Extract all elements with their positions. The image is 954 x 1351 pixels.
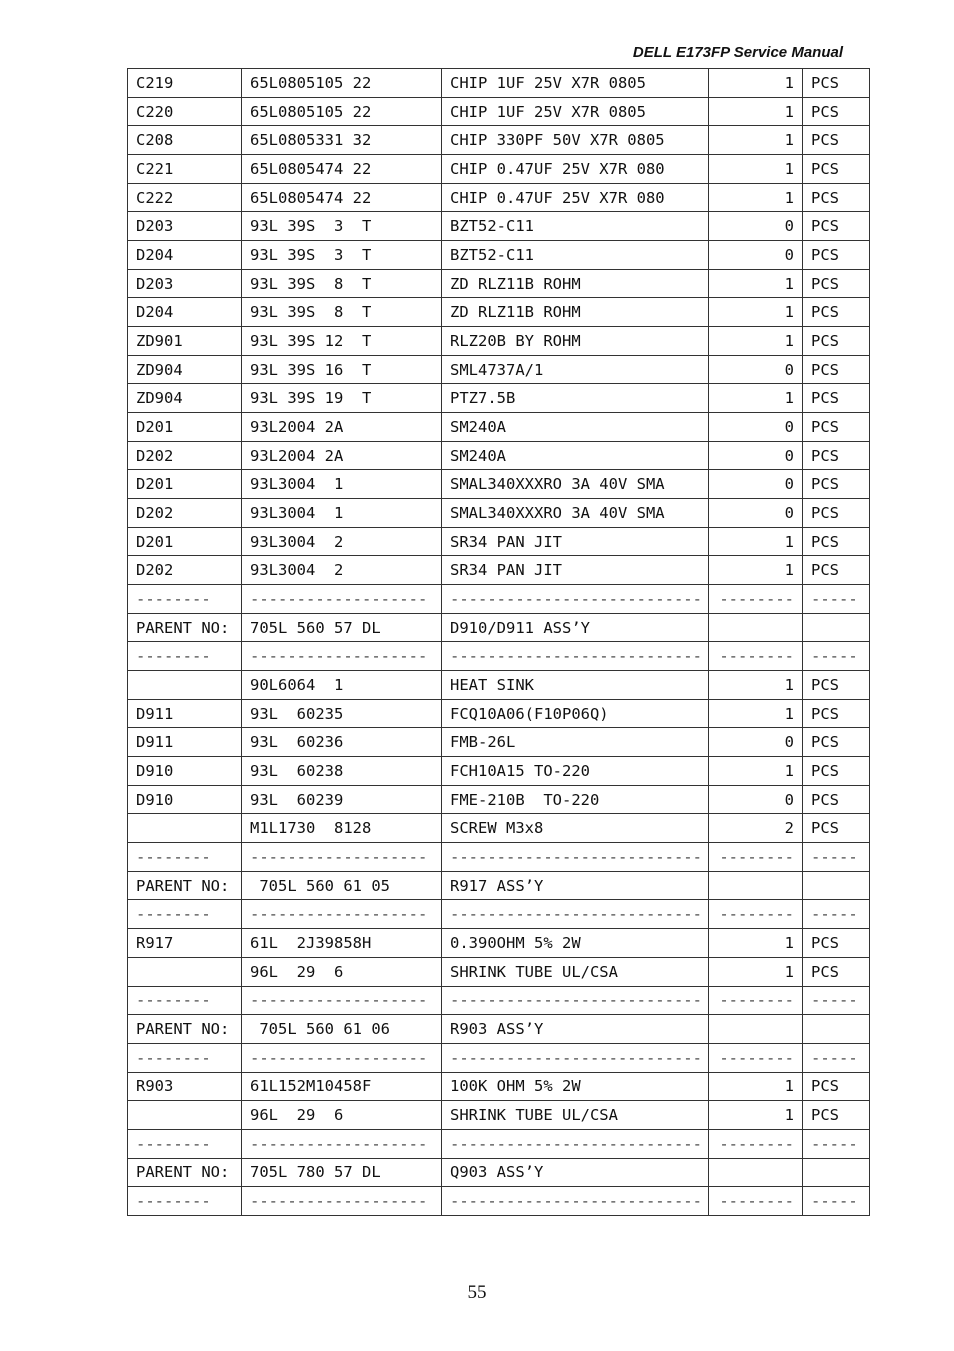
table-row bbox=[128, 556, 870, 585]
part-number-cell: 93L 39S 3 T bbox=[242, 241, 442, 270]
location-cell: -------- bbox=[128, 642, 242, 671]
part-number-cell: 96L 29 6 bbox=[242, 1101, 442, 1130]
table-row bbox=[128, 212, 870, 241]
location-cell: D201 bbox=[128, 527, 242, 556]
table-row bbox=[128, 470, 870, 499]
quantity-cell: -------- bbox=[709, 1187, 803, 1216]
unit-cell: PCS bbox=[803, 785, 870, 814]
part-number-cell: 93L2004 2A bbox=[242, 413, 442, 442]
part-number-cell: 93L3004 1 bbox=[242, 499, 442, 528]
table-row bbox=[128, 97, 870, 126]
unit-cell: PCS bbox=[803, 212, 870, 241]
part-number-cell: 705L 560 61 06 bbox=[242, 1015, 442, 1044]
table-row bbox=[128, 757, 870, 786]
description-cell: --------------------------- bbox=[442, 986, 709, 1015]
description-cell: FCH10A15 TO-220 bbox=[442, 757, 709, 786]
table-row bbox=[128, 1158, 870, 1187]
location-cell bbox=[128, 671, 242, 700]
description-cell: HEAT SINK bbox=[442, 671, 709, 700]
unit-cell: PCS bbox=[803, 298, 870, 327]
description-cell: Q903 ASS’Y bbox=[442, 1158, 709, 1187]
table-row bbox=[128, 269, 870, 298]
description-cell: ZD RLZ11B ROHM bbox=[442, 298, 709, 327]
table-row bbox=[128, 728, 870, 757]
location-cell: D201 bbox=[128, 470, 242, 499]
part-number-cell: 93L 60235 bbox=[242, 699, 442, 728]
part-number-cell: 90L6064 1 bbox=[242, 671, 442, 700]
description-cell: SCREW M3x8 bbox=[442, 814, 709, 843]
description-cell: SHRINK TUBE UL/CSA bbox=[442, 1101, 709, 1130]
description-cell: FME-210B TO-220 bbox=[442, 785, 709, 814]
quantity-cell bbox=[709, 1158, 803, 1187]
table-row bbox=[128, 1101, 870, 1130]
description-cell: BZT52-C11 bbox=[442, 212, 709, 241]
unit-cell: ----- bbox=[803, 843, 870, 872]
unit-cell bbox=[803, 1158, 870, 1187]
location-cell: PARENT NO: bbox=[128, 871, 242, 900]
description-cell: BZT52-C11 bbox=[442, 241, 709, 270]
location-cell: D911 bbox=[128, 728, 242, 757]
unit-cell: ----- bbox=[803, 1129, 870, 1158]
unit-cell: ----- bbox=[803, 642, 870, 671]
quantity-cell: 2 bbox=[709, 814, 803, 843]
location-cell: ZD904 bbox=[128, 355, 242, 384]
unit-cell: PCS bbox=[803, 97, 870, 126]
unit-cell: PCS bbox=[803, 671, 870, 700]
location-cell: R903 bbox=[128, 1072, 242, 1101]
unit-cell: PCS bbox=[803, 470, 870, 499]
location-cell: C222 bbox=[128, 183, 242, 212]
table-row bbox=[128, 1015, 870, 1044]
quantity-cell: 1 bbox=[709, 384, 803, 413]
description-cell: 100K OHM 5% 2W bbox=[442, 1072, 709, 1101]
quantity-cell: 1 bbox=[709, 69, 803, 98]
part-number-cell: 93L2004 2A bbox=[242, 441, 442, 470]
part-number-cell: ------------------- bbox=[242, 1129, 442, 1158]
table-row bbox=[128, 613, 870, 642]
location-cell: D202 bbox=[128, 441, 242, 470]
description-cell: SML4737A/1 bbox=[442, 355, 709, 384]
table-row bbox=[128, 900, 870, 929]
unit-cell bbox=[803, 613, 870, 642]
location-cell: C221 bbox=[128, 155, 242, 184]
description-cell: CHIP 1UF 25V X7R 0805 bbox=[442, 69, 709, 98]
part-number-cell: 93L 39S 16 T bbox=[242, 355, 442, 384]
unit-cell: PCS bbox=[803, 728, 870, 757]
quantity-cell bbox=[709, 871, 803, 900]
quantity-cell bbox=[709, 1015, 803, 1044]
quantity-cell: 0 bbox=[709, 785, 803, 814]
location-cell: D910 bbox=[128, 785, 242, 814]
part-number-cell: 65L0805105 22 bbox=[242, 97, 442, 126]
quantity-cell: 1 bbox=[709, 699, 803, 728]
quantity-cell: 0 bbox=[709, 470, 803, 499]
unit-cell: PCS bbox=[803, 155, 870, 184]
part-number-cell: 93L 60236 bbox=[242, 728, 442, 757]
quantity-cell: -------- bbox=[709, 986, 803, 1015]
location-cell: C208 bbox=[128, 126, 242, 155]
part-number-cell: 93L3004 2 bbox=[242, 556, 442, 585]
description-cell: SMAL340XXXRO 3A 40V SMA bbox=[442, 499, 709, 528]
table-row bbox=[128, 384, 870, 413]
description-cell: R903 ASS’Y bbox=[442, 1015, 709, 1044]
quantity-cell: 1 bbox=[709, 155, 803, 184]
quantity-cell: -------- bbox=[709, 642, 803, 671]
quantity-cell: 0 bbox=[709, 212, 803, 241]
location-cell: -------- bbox=[128, 1129, 242, 1158]
unit-cell: PCS bbox=[803, 556, 870, 585]
table-row bbox=[128, 183, 870, 212]
quantity-cell: 0 bbox=[709, 441, 803, 470]
quantity-cell: 1 bbox=[709, 929, 803, 958]
table-row bbox=[128, 1043, 870, 1072]
location-cell: -------- bbox=[128, 1187, 242, 1216]
description-cell: 0.390OHM 5% 2W bbox=[442, 929, 709, 958]
table-row bbox=[128, 585, 870, 614]
description-cell: PTZ7.5B bbox=[442, 384, 709, 413]
location-cell: R917 bbox=[128, 929, 242, 958]
location-cell: PARENT NO: bbox=[128, 1015, 242, 1044]
table-row bbox=[128, 785, 870, 814]
unit-cell: ----- bbox=[803, 900, 870, 929]
part-number-cell: 93L 39S 12 T bbox=[242, 327, 442, 356]
unit-cell: PCS bbox=[803, 413, 870, 442]
description-cell: SM240A bbox=[442, 441, 709, 470]
part-number-cell: ------------------- bbox=[242, 1187, 442, 1216]
table-row bbox=[128, 871, 870, 900]
part-number-cell: 65L0805105 22 bbox=[242, 69, 442, 98]
table-row bbox=[128, 527, 870, 556]
unit-cell: PCS bbox=[803, 269, 870, 298]
table-row bbox=[128, 355, 870, 384]
unit-cell: PCS bbox=[803, 757, 870, 786]
unit-cell: PCS bbox=[803, 1072, 870, 1101]
description-cell: FCQ10A06(F10P06Q) bbox=[442, 699, 709, 728]
description-cell: --------------------------- bbox=[442, 900, 709, 929]
quantity-cell: 1 bbox=[709, 269, 803, 298]
quantity-cell: -------- bbox=[709, 1129, 803, 1158]
part-number-cell: ------------------- bbox=[242, 843, 442, 872]
unit-cell bbox=[803, 871, 870, 900]
part-number-cell: 65L0805474 22 bbox=[242, 183, 442, 212]
location-cell: D910 bbox=[128, 757, 242, 786]
location-cell: PARENT NO: bbox=[128, 613, 242, 642]
parts-list-table bbox=[127, 68, 870, 1216]
location-cell: -------- bbox=[128, 1043, 242, 1072]
part-number-cell: 93L 39S 8 T bbox=[242, 298, 442, 327]
part-number-cell: 93L 39S 19 T bbox=[242, 384, 442, 413]
description-cell: SM240A bbox=[442, 413, 709, 442]
description-cell: SMAL340XXXRO 3A 40V SMA bbox=[442, 470, 709, 499]
description-cell: --------------------------- bbox=[442, 1187, 709, 1216]
description-cell: D910/D911 ASS’Y bbox=[442, 613, 709, 642]
description-cell: ZD RLZ11B ROHM bbox=[442, 269, 709, 298]
table-row bbox=[128, 929, 870, 958]
table-row bbox=[128, 1187, 870, 1216]
unit-cell: ----- bbox=[803, 986, 870, 1015]
table-row bbox=[128, 327, 870, 356]
table-row bbox=[128, 1129, 870, 1158]
location-cell: PARENT NO: bbox=[128, 1158, 242, 1187]
description-cell: --------------------------- bbox=[442, 1043, 709, 1072]
table-row bbox=[128, 699, 870, 728]
location-cell: D202 bbox=[128, 556, 242, 585]
part-number-cell: 93L 39S 8 T bbox=[242, 269, 442, 298]
location-cell: D911 bbox=[128, 699, 242, 728]
part-number-cell: 96L 29 6 bbox=[242, 957, 442, 986]
description-cell: CHIP 1UF 25V X7R 0805 bbox=[442, 97, 709, 126]
part-number-cell: 93L 60239 bbox=[242, 785, 442, 814]
unit-cell: PCS bbox=[803, 69, 870, 98]
location-cell: D201 bbox=[128, 413, 242, 442]
unit-cell: PCS bbox=[803, 241, 870, 270]
table-row bbox=[128, 814, 870, 843]
table-row bbox=[128, 298, 870, 327]
unit-cell: ----- bbox=[803, 1043, 870, 1072]
unit-cell: ----- bbox=[803, 585, 870, 614]
table-row bbox=[128, 441, 870, 470]
location-cell: D203 bbox=[128, 269, 242, 298]
quantity-cell bbox=[709, 613, 803, 642]
description-cell: --------------------------- bbox=[442, 843, 709, 872]
table-row bbox=[128, 413, 870, 442]
quantity-cell: 1 bbox=[709, 556, 803, 585]
description-cell: SR34 PAN JIT bbox=[442, 556, 709, 585]
table-row bbox=[128, 642, 870, 671]
description-cell: --------------------------- bbox=[442, 642, 709, 671]
parts-list-table-wrapper bbox=[127, 68, 869, 1216]
quantity-cell: 0 bbox=[709, 413, 803, 442]
quantity-cell: 1 bbox=[709, 1072, 803, 1101]
part-number-cell: 93L3004 2 bbox=[242, 527, 442, 556]
quantity-cell: -------- bbox=[709, 843, 803, 872]
quantity-cell: 1 bbox=[709, 183, 803, 212]
description-cell: FMB-26L bbox=[442, 728, 709, 757]
quantity-cell: 1 bbox=[709, 298, 803, 327]
table-row bbox=[128, 155, 870, 184]
part-number-cell: 61L152M10458F bbox=[242, 1072, 442, 1101]
unit-cell: PCS bbox=[803, 126, 870, 155]
part-number-cell: 705L 560 61 05 bbox=[242, 871, 442, 900]
unit-cell: PCS bbox=[803, 1101, 870, 1130]
unit-cell: PCS bbox=[803, 499, 870, 528]
location-cell: D202 bbox=[128, 499, 242, 528]
unit-cell: PCS bbox=[803, 355, 870, 384]
quantity-cell: -------- bbox=[709, 585, 803, 614]
quantity-cell: 0 bbox=[709, 728, 803, 757]
part-number-cell: 65L0805474 22 bbox=[242, 155, 442, 184]
part-number-cell: M1L1730 8128 bbox=[242, 814, 442, 843]
part-number-cell: ------------------- bbox=[242, 1043, 442, 1072]
table-row bbox=[128, 843, 870, 872]
part-number-cell: 705L 780 57 DL bbox=[242, 1158, 442, 1187]
location-cell bbox=[128, 814, 242, 843]
unit-cell: PCS bbox=[803, 957, 870, 986]
unit-cell: PCS bbox=[803, 527, 870, 556]
page-number: 55 bbox=[467, 1282, 487, 1303]
parts-list-body bbox=[128, 69, 870, 1216]
location-cell: ZD901 bbox=[128, 327, 242, 356]
quantity-cell: 0 bbox=[709, 355, 803, 384]
location-cell: -------- bbox=[128, 585, 242, 614]
part-number-cell: 93L 39S 3 T bbox=[242, 212, 442, 241]
table-row bbox=[128, 499, 870, 528]
unit-cell: PCS bbox=[803, 814, 870, 843]
quantity-cell: -------- bbox=[709, 900, 803, 929]
quantity-cell: 1 bbox=[709, 97, 803, 126]
quantity-cell: 1 bbox=[709, 327, 803, 356]
part-number-cell: 65L0805331 32 bbox=[242, 126, 442, 155]
table-row bbox=[128, 69, 870, 98]
page-header-title: DELL E173FP Service Manual bbox=[632, 44, 843, 61]
location-cell: ZD904 bbox=[128, 384, 242, 413]
description-cell: CHIP 0.47UF 25V X7R 080 bbox=[442, 183, 709, 212]
location-cell bbox=[128, 1101, 242, 1130]
location-cell: D204 bbox=[128, 241, 242, 270]
quantity-cell: 1 bbox=[709, 527, 803, 556]
description-cell: SR34 PAN JIT bbox=[442, 527, 709, 556]
location-cell bbox=[128, 957, 242, 986]
unit-cell: ----- bbox=[803, 1187, 870, 1216]
table-row bbox=[128, 986, 870, 1015]
location-cell: D203 bbox=[128, 212, 242, 241]
unit-cell bbox=[803, 1015, 870, 1044]
part-number-cell: ------------------- bbox=[242, 986, 442, 1015]
quantity-cell: 1 bbox=[709, 757, 803, 786]
table-row bbox=[128, 1072, 870, 1101]
unit-cell: PCS bbox=[803, 327, 870, 356]
quantity-cell: 0 bbox=[709, 241, 803, 270]
quantity-cell: -------- bbox=[709, 1043, 803, 1072]
part-number-cell: 93L3004 1 bbox=[242, 470, 442, 499]
description-cell: CHIP 330PF 50V X7R 0805 bbox=[442, 126, 709, 155]
table-row bbox=[128, 126, 870, 155]
quantity-cell: 1 bbox=[709, 957, 803, 986]
part-number-cell: 705L 560 57 DL bbox=[242, 613, 442, 642]
description-cell: R917 ASS’Y bbox=[442, 871, 709, 900]
description-cell: RLZ20B BY ROHM bbox=[442, 327, 709, 356]
table-row bbox=[128, 957, 870, 986]
quantity-cell: 0 bbox=[709, 499, 803, 528]
unit-cell: PCS bbox=[803, 183, 870, 212]
part-number-cell: ------------------- bbox=[242, 585, 442, 614]
part-number-cell: ------------------- bbox=[242, 642, 442, 671]
unit-cell: PCS bbox=[803, 384, 870, 413]
description-cell: --------------------------- bbox=[442, 585, 709, 614]
quantity-cell: 1 bbox=[709, 126, 803, 155]
description-cell: SHRINK TUBE UL/CSA bbox=[442, 957, 709, 986]
description-cell: --------------------------- bbox=[442, 1129, 709, 1158]
table-row bbox=[128, 671, 870, 700]
part-number-cell: 93L 60238 bbox=[242, 757, 442, 786]
description-cell: CHIP 0.47UF 25V X7R 080 bbox=[442, 155, 709, 184]
location-cell: -------- bbox=[128, 986, 242, 1015]
quantity-cell: 1 bbox=[709, 1101, 803, 1130]
unit-cell: PCS bbox=[803, 441, 870, 470]
location-cell: -------- bbox=[128, 843, 242, 872]
location-cell: D204 bbox=[128, 298, 242, 327]
part-number-cell: ------------------- bbox=[242, 900, 442, 929]
quantity-cell: 1 bbox=[709, 671, 803, 700]
location-cell: C219 bbox=[128, 69, 242, 98]
part-number-cell: 61L 2J39858H bbox=[242, 929, 442, 958]
unit-cell: PCS bbox=[803, 929, 870, 958]
location-cell: C220 bbox=[128, 97, 242, 126]
unit-cell: PCS bbox=[803, 699, 870, 728]
table-row bbox=[128, 241, 870, 270]
location-cell: -------- bbox=[128, 900, 242, 929]
